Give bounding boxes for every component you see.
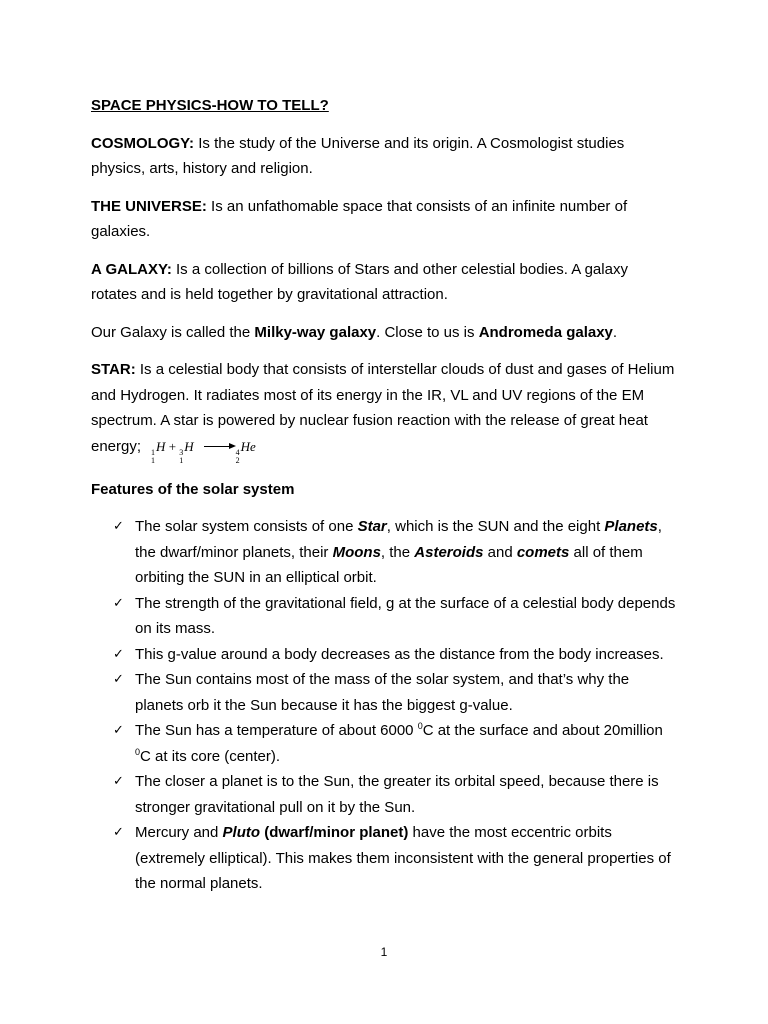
galaxy-term: A GALAXY: [91,260,172,278]
universe-term: THE UNIVERSE: [91,197,207,215]
list-item [113,667,676,718]
star-definition: Is a celestial body that consists of interstellar clouds of dust and gases of Helium and Hydrogen. It radiates most of its energy in the IR, VL and UV regions of the EM spectrum. A star is powered by nuclear fusion reaction with the release of great heat energy; [91,361,675,455]
text-span: The solar system consists of one [135,518,358,535]
text-span: Our Galaxy is called the [91,323,255,341]
text-span: Mercury and [135,824,223,841]
features-list [91,514,676,897]
isotope-numbers [151,449,155,465]
galaxy-definition: Is a collection of billions of Stars and other celestial bodies. A galaxy rotates and is held together by gravitational attraction. [91,260,628,303]
arrow-icon [204,446,232,447]
andromeda-term: Andromeda galaxy [478,323,613,341]
universe-definition: Is an unfathomable space that consists of an infinite number of galaxies. [91,197,628,240]
text-span: C at the surface and about 20million [422,722,663,739]
atomic-number: 1 [151,455,156,465]
emphasis: Pluto [222,824,261,841]
atomic-number: 1 [179,455,184,465]
atomic-number: 2 [235,455,240,465]
cosmology-definition: Is the study of the Universe and its origin. A Cosmologist studies physics, arts, history and religion. [91,134,625,177]
text-span: C at its core (center). [140,747,281,765]
checkmark-icon: ✓ [113,519,124,534]
list-item [113,642,676,668]
emphasis: comets [516,543,570,561]
checkmark-icon: ✓ [113,595,124,611]
degree-mark: 0 [417,721,423,731]
checkmark-icon: ✓ [113,646,124,662]
degree-mark: 0 [135,746,141,757]
isotope-numbers [179,449,183,465]
emphasis: Asteroids [414,543,484,561]
text-span: The strength of the gravitational field, g at the surface of a celestial body depends on its mass. [135,594,676,637]
our-galaxy-paragraph [91,320,676,346]
star-term: STAR: [91,361,136,378]
list-item [113,769,676,820]
text-span: , the [380,543,415,561]
text-span: The closer a planet is to the Sun, the greater its orbital speed, because there is stronger gravitational pull on it by the Sun. [135,773,659,816]
milky-way-term: Milky-way galaxy [254,323,377,341]
cosmology-paragraph [91,131,676,182]
mass-number: 4 [235,447,240,457]
features-heading: Features of the solar system [91,480,295,498]
checkmark-icon: ✓ [113,774,124,789]
isotope-numbers [236,449,240,465]
text-span: , which is the SUN and the eight [386,518,605,535]
hydrogen-symbol: H [156,438,166,454]
text-span: This g-value around a body decreases as the distance from the body increases. [135,645,664,663]
list-item [113,820,676,897]
plus-sign: + [168,438,177,454]
mass-number: 1 [151,447,156,457]
mass-number: 3 [179,447,184,457]
star-paragraph [91,357,676,465]
text-span: . Close to us is [376,323,479,341]
emphasis: Planets [604,518,658,535]
checkmark-icon: ✓ [113,723,124,738]
text-span: have the most eccentric orbits (extremely elliptical). This makes them inconsistent with the general properties of the normal planets. [135,824,671,892]
checkmark-icon: ✓ [113,825,124,840]
galaxy-paragraph [91,257,676,308]
list-item [113,514,676,591]
text-span: , the dwarf/minor planets, their [135,518,662,561]
text-span: . [612,323,618,341]
emphasis: Star [357,518,387,535]
emphasis: Moons [332,543,381,561]
document-title: SPACE PHYSICS-HOW TO TELL? [91,97,329,114]
cosmology-term: COSMOLOGY: [91,134,195,152]
universe-paragraph [91,194,676,245]
tritium-symbol: H [184,438,194,454]
list-item [113,718,676,769]
fusion-equation [151,438,256,465]
text-span: and [483,543,517,561]
helium-symbol: He [240,438,256,454]
list-item [113,591,676,642]
text-span: The Sun has a temperature of about 6000 [135,722,418,739]
text-span: The Sun contains most of the mass of the solar system, and that’s why the planets orb it the Sun because it has the biggest g-value. [135,671,630,714]
text-span: all of them orbiting the SUN in an elliptical orbit. [135,543,643,586]
checkmark-icon: ✓ [113,672,124,687]
page-number: 1 [380,945,388,959]
emphasis: (dwarf/minor planet) [260,824,409,841]
